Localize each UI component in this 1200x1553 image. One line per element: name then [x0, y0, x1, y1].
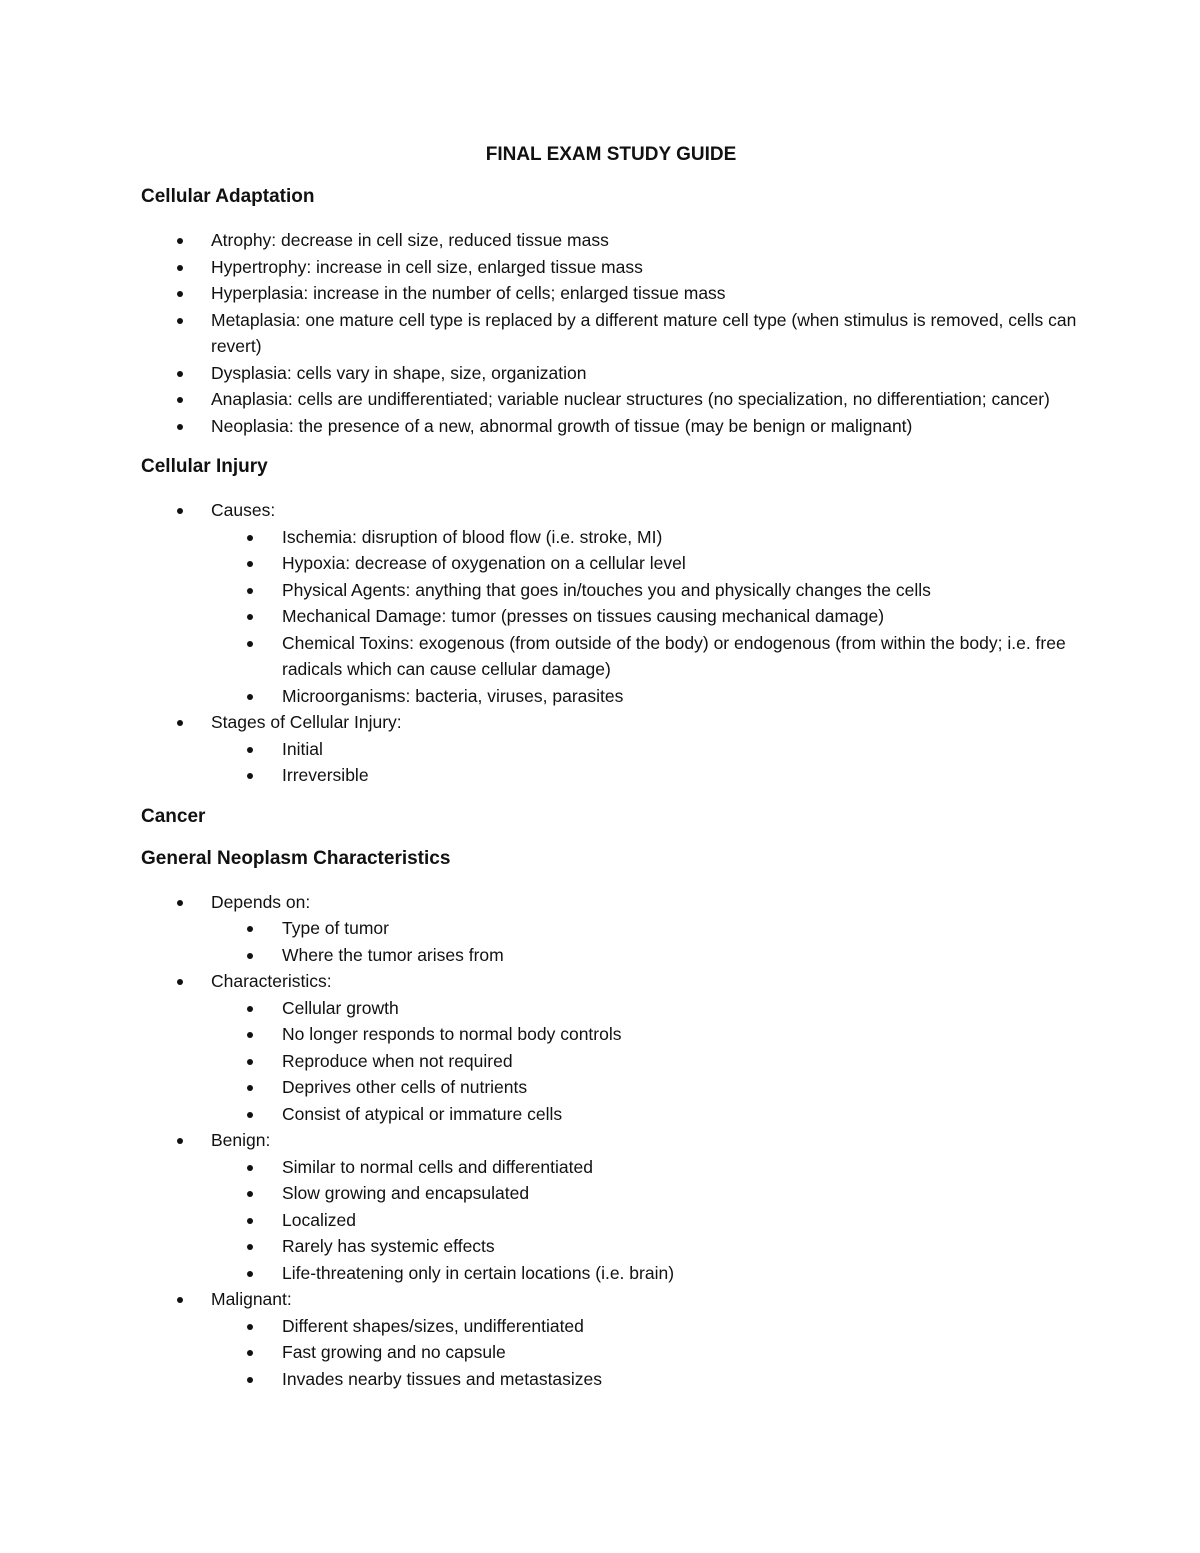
- list-item-text: Similar to normal cells and differentiated: [282, 1156, 593, 1177]
- list-item: [141, 254, 1081, 281]
- list-item-text: Neoplasia: the presence of a new, abnormal growth of tissue (may be benign or malignant): [211, 415, 913, 436]
- sublist-item: [211, 1366, 1081, 1393]
- bullet-icon: [247, 1244, 253, 1250]
- list-item: [141, 968, 1081, 1127]
- sublist-item: [211, 577, 1081, 604]
- bullet-icon: [247, 1032, 253, 1038]
- sublist-item: [211, 942, 1081, 969]
- section-heading-injury: Cellular Injury: [141, 456, 268, 477]
- sublist-item: [211, 1180, 1081, 1207]
- list-item-text: Type of tumor: [282, 918, 389, 938]
- sublist-item: [211, 1101, 1081, 1128]
- sublist-item: [211, 630, 1081, 683]
- causes-sublist: [211, 524, 1081, 710]
- sublist-item: [211, 1233, 1081, 1260]
- bullet-icon: [177, 238, 183, 244]
- list-item-text: Irreversible: [282, 765, 369, 785]
- list-item: [141, 413, 1081, 440]
- bullet-icon: [177, 1138, 183, 1144]
- sublist-item: [211, 736, 1081, 763]
- list-item-text: Where the tumor arises from: [282, 944, 504, 965]
- list-item-text: Dysplasia: cells vary in shape, size, organization: [211, 362, 587, 383]
- list-item: [141, 1286, 1081, 1392]
- list-item-text: Ischemia: disruption of blood flow (i.e. stroke, MI): [282, 526, 663, 547]
- list-item-text: Mechanical Damage: tumor (presses on tissues causing mechanical damage): [282, 606, 885, 626]
- sublist-item: [211, 915, 1081, 942]
- sublist-item: [211, 550, 1081, 577]
- list-item-text: Atrophy: decrease in cell size, reduced tissue mass: [211, 230, 609, 250]
- list-item-text: Causes:: [211, 500, 276, 520]
- bullet-icon: [177, 397, 183, 403]
- sublist-item: [211, 1021, 1081, 1048]
- list-item-text: Consist of atypical or immature cells: [282, 1103, 563, 1124]
- list-item-text: Characteristics:: [211, 971, 332, 991]
- list-item: [141, 497, 1081, 709]
- bullet-icon: [177, 291, 183, 297]
- bullet-icon: [177, 371, 183, 377]
- neoplasm-list: [141, 889, 1081, 1393]
- sublist-item: [211, 603, 1081, 630]
- list-item: [141, 227, 1081, 254]
- bullet-icon: [247, 953, 253, 959]
- bullet-icon: [247, 1059, 253, 1065]
- list-item-text: Initial: [282, 738, 323, 759]
- bullet-icon: [177, 900, 183, 906]
- bullet-icon: [177, 1297, 183, 1303]
- sublist-item: [211, 1207, 1081, 1234]
- bullet-icon: [247, 1218, 253, 1224]
- list-item-text: Malignant:: [211, 1289, 292, 1309]
- section-heading-adaptation: Cellular Adaptation: [141, 186, 315, 207]
- sublist-item: [211, 1154, 1081, 1181]
- bullet-icon: [247, 773, 253, 779]
- list-item-text: Stages of Cellular Injury:: [211, 712, 402, 732]
- malignant-sublist: [211, 1313, 1081, 1393]
- list-item-text: Reproduce when not required: [282, 1050, 513, 1071]
- bullet-icon: [177, 265, 183, 271]
- bullet-icon: [177, 720, 183, 726]
- bullet-icon: [247, 926, 253, 932]
- bullet-icon: [247, 1350, 253, 1356]
- section-heading-neoplasm: General Neoplasm Characteristics: [141, 847, 451, 869]
- list-item: [141, 307, 1081, 360]
- list-item-text: Life-threatening only in certain locations (i.e. brain): [282, 1262, 675, 1283]
- bullet-icon: [177, 979, 183, 985]
- list-item-text: Microorganisms: bacteria, viruses, parasites: [282, 685, 624, 706]
- list-item-text: Depends on:: [211, 891, 311, 912]
- bullet-icon: [177, 318, 183, 324]
- list-item-text: Fast growing and no capsule: [282, 1342, 506, 1362]
- bullet-icon: [247, 1165, 253, 1171]
- section-heading-cancer: Cancer: [141, 805, 206, 827]
- bullet-icon: [247, 694, 253, 700]
- bullet-icon: [247, 1085, 253, 1091]
- benign-sublist: [211, 1154, 1081, 1287]
- characteristics-sublist: [211, 995, 1081, 1128]
- list-item-text: Slow growing and encapsulated: [282, 1183, 530, 1203]
- adaptation-list: [141, 227, 1081, 439]
- list-item-text: Rarely has systemic effects: [282, 1236, 495, 1256]
- bullet-icon: [247, 1006, 253, 1012]
- depends-sublist: [211, 915, 1081, 968]
- bullet-icon: [177, 508, 183, 514]
- list-item: [141, 386, 1081, 413]
- list-item-text: Invades nearby tissues and metastasizes: [282, 1368, 603, 1389]
- sublist-item: [211, 1260, 1081, 1287]
- sublist-item: [211, 1074, 1081, 1101]
- list-item-text: No longer responds to normal body controls: [282, 1024, 622, 1044]
- list-item: [141, 709, 1081, 789]
- bullet-icon: [247, 747, 253, 753]
- sublist-item: [211, 995, 1081, 1022]
- stages-sublist: [211, 736, 1081, 789]
- list-item-text: Hypertrophy: increase in cell size, enlarged tissue mass: [211, 256, 643, 277]
- bullet-icon: [247, 641, 253, 647]
- list-item-text: Chemical Toxins: exogenous (from outside of the body) or endogenous (from within the body; i.e. free radicals which can cause cellular damage): [282, 632, 1066, 679]
- bullet-icon: [177, 424, 183, 430]
- sublist-item: [211, 1339, 1081, 1366]
- list-item-text: Deprives other cells of nutrients: [282, 1077, 528, 1097]
- sublist-item: [211, 524, 1081, 551]
- injury-list: [141, 497, 1081, 789]
- bullet-icon: [247, 561, 253, 567]
- list-item: [141, 280, 1081, 307]
- list-item-text: Different shapes/sizes, undifferentiated: [282, 1315, 584, 1336]
- list-item-text: Benign:: [211, 1130, 271, 1150]
- bullet-icon: [247, 588, 253, 594]
- list-item-text: Cellular growth: [282, 997, 399, 1018]
- document-content: [141, 143, 1081, 1392]
- bullet-icon: [247, 1112, 253, 1118]
- sublist-item: [211, 683, 1081, 710]
- bullet-icon: [247, 1324, 253, 1330]
- list-item-text: Metaplasia: one mature cell type is replaced by a different mature cell type (when stimulus is removed, cells can revert): [211, 309, 1077, 356]
- document-title: FINAL EXAM STUDY GUIDE: [485, 144, 737, 165]
- sublist-item: [211, 762, 1081, 789]
- sublist-item: [211, 1313, 1081, 1340]
- bullet-icon: [247, 535, 253, 541]
- list-item-text: Anaplasia: cells are undifferentiated; variable nuclear structures (no specialization, no differentiation; cancer): [211, 389, 1050, 409]
- bullet-icon: [247, 1377, 253, 1383]
- list-item-text: Hypoxia: decrease of oxygenation on a cellular level: [282, 553, 686, 573]
- bullet-icon: [247, 1271, 253, 1277]
- list-item-text: Localized: [282, 1209, 356, 1230]
- bullet-icon: [247, 1191, 253, 1197]
- list-item: [141, 1127, 1081, 1286]
- list-item: [141, 889, 1081, 969]
- sublist-item: [211, 1048, 1081, 1075]
- bullet-icon: [247, 614, 253, 620]
- list-item-text: Hyperplasia: increase in the number of cells; enlarged tissue mass: [211, 283, 726, 303]
- list-item: [141, 360, 1081, 387]
- list-item-text: Physical Agents: anything that goes in/touches you and physically changes the cells: [282, 579, 931, 600]
